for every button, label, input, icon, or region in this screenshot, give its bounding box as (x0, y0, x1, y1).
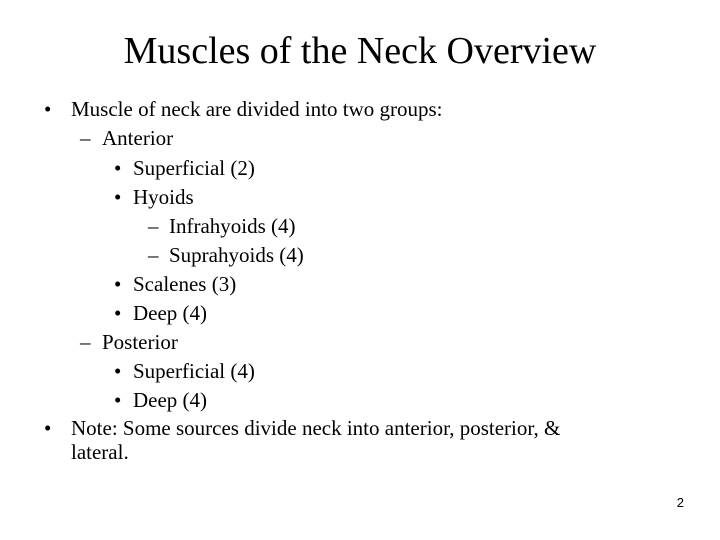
dash-marker: – (148, 243, 159, 267)
sub-sub-bullet-text: Deep (4) (133, 301, 208, 325)
sub-sub-bullet-text: Deep (4) (133, 388, 208, 412)
bullet-marker: • (114, 185, 122, 209)
dash-marker: – (80, 330, 91, 354)
bullet-marker: • (114, 301, 122, 325)
page-number: 2 (676, 495, 684, 510)
level4-bullet-text: Infrahyoids (4) (169, 214, 296, 238)
sub-bullet-text: Anterior (102, 126, 174, 150)
bullet-marker: • (114, 359, 122, 383)
dash-marker: – (80, 126, 91, 150)
sub-sub-bullet-text: Superficial (4) (133, 359, 255, 383)
bullet-marker: • (44, 416, 52, 440)
bullet-marker: • (114, 388, 122, 412)
bullet-marker: • (114, 156, 122, 180)
bullet-marker: • (114, 272, 122, 296)
bullet-text-continuation: lateral. (71, 440, 129, 464)
slide-title: Muscles of the Neck Overview (123, 30, 597, 72)
bullet-text: Muscle of neck are divided into two groups: (71, 97, 443, 121)
bullet-text: Note: Some sources divide neck into anterior, posterior, & (71, 416, 561, 440)
level4-bullet-text: Suprahyoids (4) (169, 243, 304, 267)
sub-sub-bullet-text: Superficial (2) (133, 156, 255, 180)
bullet-marker: • (44, 97, 52, 121)
sub-sub-bullet-text: Scalenes (3) (133, 272, 237, 296)
sub-bullet-text: Posterior (102, 330, 178, 354)
dash-marker: – (148, 214, 159, 238)
sub-sub-bullet-text: Hyoids (133, 185, 194, 209)
